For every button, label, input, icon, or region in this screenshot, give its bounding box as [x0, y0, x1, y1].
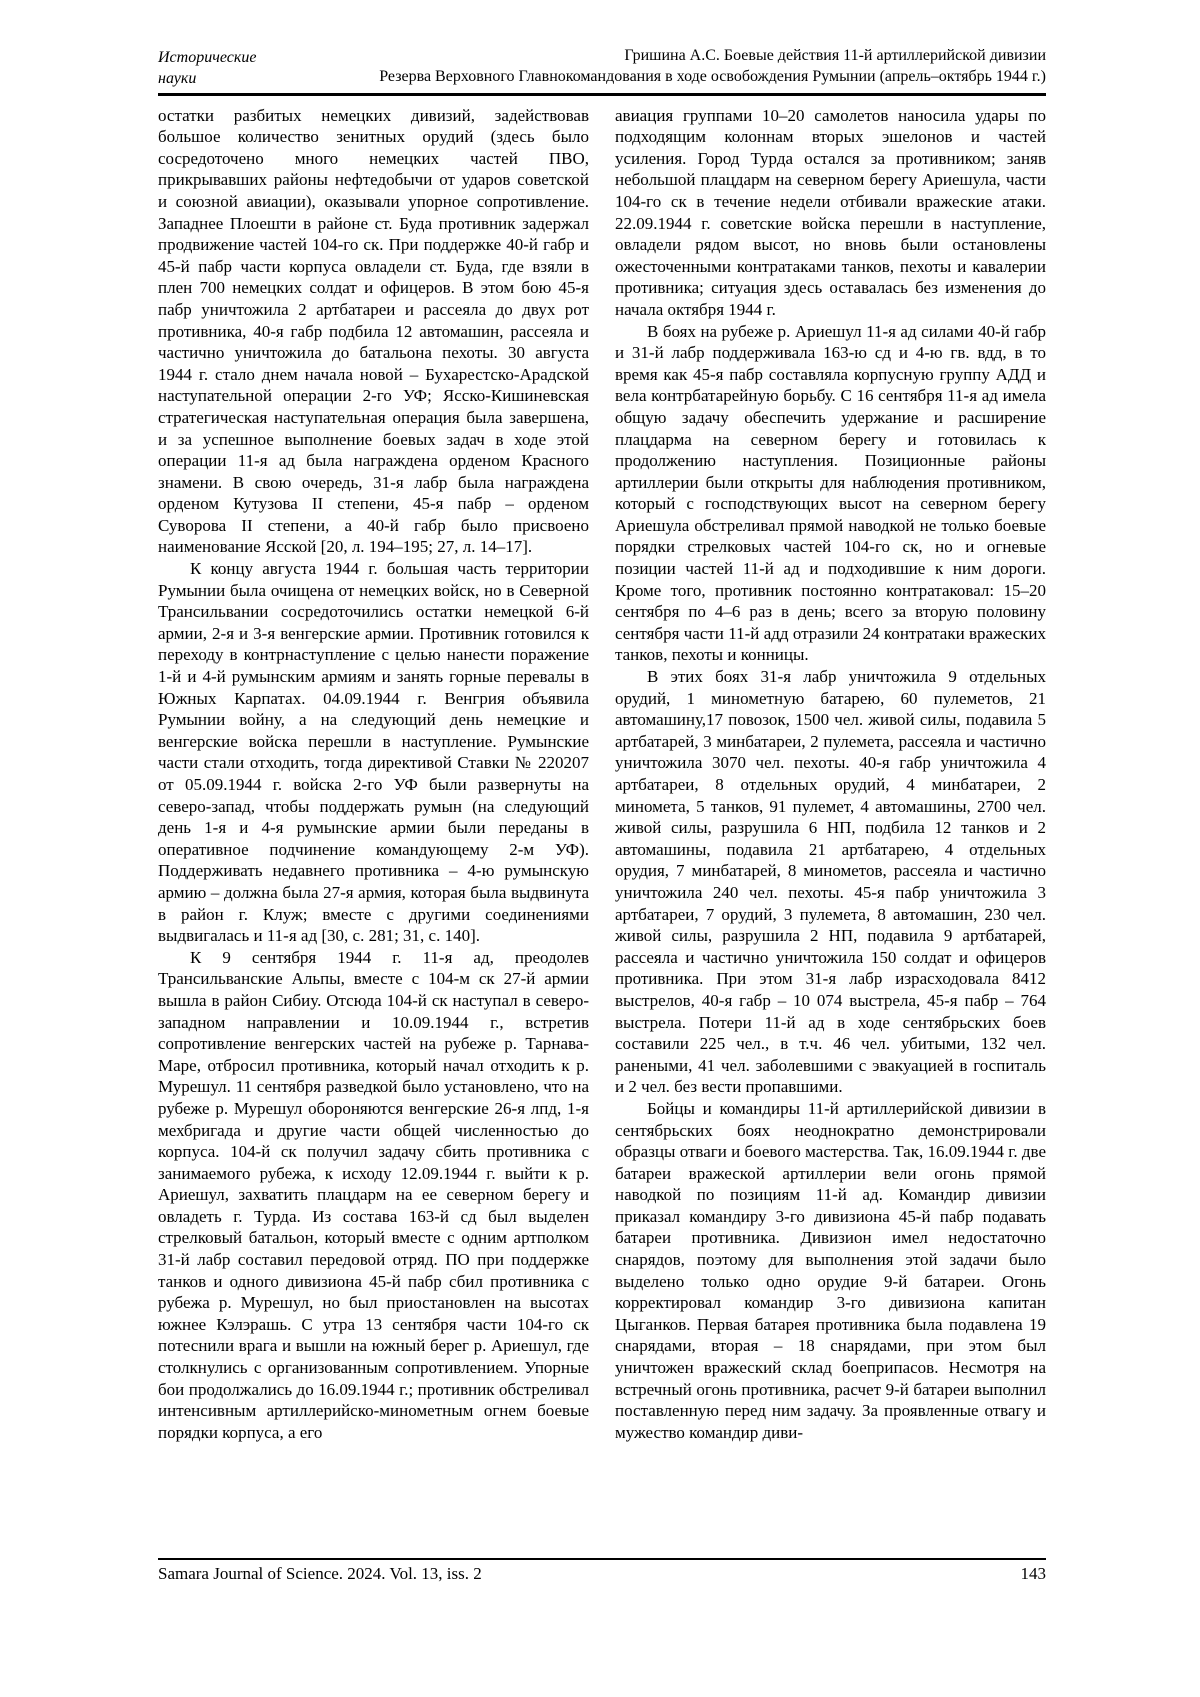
header-rule — [158, 93, 1046, 96]
running-title-line2: Резерва Верховного Главнокомандования в ходе освобождения Румынии (апрель–октябрь 1944 г.) — [379, 67, 1046, 85]
footer-rule — [158, 1558, 1046, 1560]
paragraph: В боях на рубеже р. Ариешул 11-я ад силами 40-й габр и 31-й лабр поддерживала 163-ю сд и 4-ю гв. вдд, в то время как 45-я пабр составляла корпусную группу АДД и вела контрбатарейную борьбу. С 16 сентября 11-я ад имела общую задачу обеспечить удержание и расширение плацдарма на северном берегу и готовилась к продолжению наступления. Позиционные районы артиллерии были открыты для наблюдения противником, который с господствующих высот на северном берегу Ариешула обстреливал прямой наводкой не только боевые порядки стрелковых частей 104-го ск, но и огневые позиции частей 11-й ад и подходившие к ним дороги. Кроме того, противник постоянно контратаковал: 15–20 сентября по 4–6 раз в день; всего за вторую половину сентября части 11-й адд отразили 24 контратаки вражеских танков, пехоты и конницы. — [615, 321, 1046, 665]
section-label-line2: науки — [158, 69, 197, 87]
journal-citation: Samara Journal of Science. 2024. Vol. 13, iss. 2 — [158, 1563, 482, 1583]
paragraph: В этих боях 31-я лабр уничтожила 9 отдельных орудий, 1 минометную батарею, 60 пулеметов, 21 автомашину,17 повозок, 1500 чел. живой силы, подавила 5 артбатарей, 3 минбатареи, 2 пулемета, рассеяла и частично уничтожила 3070 чел. пехоты. 40-я габр уничтожила 4 артбатареи, 8 отдельных орудий, 4 минбатареи, 2 миномета, 5 танков, 91 пулемет, 4 автомашины, 2700 чел. живой силы, разрушила 6 НП, подбила 12 танков и 2 автомашины, подавила 21 артбатарею, 4 отдельных орудия, 7 минбатарей, 8 минометов, рассеяла и частично уничтожила 240 чел. пехоты. 45-я пабр уничтожила 3 артбатареи, 7 орудий, 3 пулемета, 8 автомашин, 230 чел. живой силы, разрушила 2 НП, подавила 9 артбатарей, рассеяла и частично уничтожила 150 солдат и офицеров противника. При этом 31-я лабр израсходовала 8412 выстрелов, 40-я габр – 10 074 выстрела, 45-я пабр – 764 выстрела. Потери 11-й ад в ходе сентябрьских боев составили 225 чел., в т.ч. 46 чел. убитыми, 132 чел. ранеными, 41 чел. заболевшими с эвакуацией в госпиталь и 2 чел. без вести пропавшими. — [615, 667, 1046, 1097]
article-body — [158, 105, 1046, 1444]
paragraph: К концу августа 1944 г. большая часть территории Румынии была очищена от немецких войск, но в Северной Трансильвании сосредоточились остатки немецкой 6-й армии, 2-я и 3-я венгерские армии. Противник готовился к переходу в контрнаступление с целью нанести поражение 1-й и 4-й румынским армиям и занять горные перевалы в Южных Карпатах. 04.09.1944 г. Венгрия объявила Румынии войну, а на следующий день немецкие и венгерские войска перешли в наступление. Румынские части стали отходить, тогда директивой Ставки № 220207 от 05.09.1944 г. войска 2-го УФ были развернуты на северо-запад, чтобы поддержать румын (на следующий день 1-я и 4-я румынские армии были переданы в оперативное подчинение командующему 2-м УФ). Поддерживать недавнего противника – 4-ю румынскую армию – должна была 27-я армия, которая была выдвинута в район г. Клуж; вместе с другими соединениями выдвигалась и 11-я ад [30, с. 281; 31, с. 140]. — [158, 559, 589, 946]
paragraph: авиация группами 10–20 самолетов наносила удары по подходящим колоннам вторых эшелонов и частей усиления. Город Турда остался за противником; заняв небольшой плацдарм на северном берегу Ариешула, части 104-го ск в течение недели отбивали вражеские атаки. 22.09.1944 г. советские войска перешли в наступление, овладели рядом высот, но вновь были остановлены ожесточенными контратаками танков, пехоты и кавалерии противника; ситуация здесь оставалась без изменения до начала октября 1944 г. — [615, 105, 1046, 319]
page-header — [158, 46, 1046, 90]
running-title-line1: Гришина А.С. Боевые действия 11-й артиллерийской дивизии — [624, 47, 1046, 64]
section-label — [158, 46, 256, 90]
paragraph: К 9 сентября 1944 г. 11-я ад, преодолев Трансильванские Альпы, вместе с 104-м ск 27-й армии вышла в район Сибиу. Отсюда 104-й ск наступал в северо-западном направлении и 10.09.1944 г., встретив сопротивление венгерских частей на рубеже р. Тарнава-Маре, отбросил противника, который начал отходить к р. Мурешул. 11 сентября разведкой было установлено, что на рубеже р. Мурешул обороняются венгерские 26-я лпд, 1-я мехбригада и другие части общей численностью до корпуса. 104-й ск получил задачу сбить противника с занимаемого рубежа, к исходу 12.09.1944 г. выйти к р. Ариешул, захватить плацдарм на ее северном берегу и овладеть г. Турда. Из состава 163-й сд был выделен стрелковый батальон, который вместе с одним артполком 31-й лабр составил передовой отряд. ПО при поддержке танков и одного дивизиона 45-й пабр сбил противника с рубежа р. Мурешул, но был приостановлен на высотах южнее Кэлэрашь. С утра 13 сентября части 104-го ск потеснили врага и вышли на южный берег р. Ариешул, где столкнулись с организованным сопротивлением. Упорные бои продолжались до 16.09.1944 г.; противник обстреливал интенсивным артиллерийско-минометным огнем боевые порядки корпуса, а его — [158, 947, 589, 1442]
paragraph: остатки разбитых немецких дивизий, задействовав большое количество зенитных орудий (здесь было сосредоточено много немецких частей ПВО, прикрывавших районы нефтедобычи от ударов советской и союзной авиации), оказывали упорное сопротивление. Западнее Плоешти в районе ст. Буда противник задержал продвижение частей 104-го ск. При поддержке 40-й габр и 45-й пабр части корпуса овладели ст. Буда, где взяли в плен 700 немецких солдат и офицеров. В этом бою 45-я пабр уничтожила 2 артбатареи и рассеяла до двух рот противника, 40-я габр подбила 12 автомашин, рассеяла и частично уничтожила до батальона пехоты. 30 августа 1944 г. стало днем начала новой – Бухарестско-Арадской наступательной операции 2-го УФ; Ясско-Кишиневская стратегическая наступательная операция была завершена, и за успешное выполнение боевых задач в ходе этой операции 11-я ад была награждена орденом Красного знамени. В свою очередь, 31-я лабр была награждена орденом Кутузова II степени, 45-я пабр – орденом Суворова II степени, а 40-й габр было присвоено наименование Ясской [20, л. 194–195; 27, л. 14–17]. — [158, 105, 589, 557]
section-label-line1: Исторические — [158, 49, 257, 66]
paragraph: Бойцы и командиры 11-й артиллерийской дивизии в сентябрьских боях неоднократно демонстрировали образцы отваги и боевого мастерства. Так, 16.09.1944 г. две батареи вражеской артиллерии вели огонь прямой наводкой по позициям 11-й ад. Командир дивизии приказал командиру 3-го дивизиона 45-й пабр подавать батареи противника. Дивизион имел недостаточно снарядов, поэтому для выполнения этой задачи было выделено только одно орудие 9-й батареи. Огонь корректировал командир 3-го дивизиона капитан Цыганков. Первая батарея противника была подавлена 19 снарядами, вторая – 18 снарядами, при этом был уничтожен вражеский склад боеприпасов. Несмотря на встречный огонь противника, расчет 9-й батареи выполнил поставленную перед ним задачу. За проявленные отвагу и мужество командир диви- — [615, 1098, 1046, 1442]
page-footer — [158, 1558, 1046, 1585]
left-column — [158, 105, 589, 1444]
running-title — [379, 46, 1046, 88]
page-number: 143 — [1020, 1563, 1046, 1583]
right-column — [615, 105, 1046, 1444]
